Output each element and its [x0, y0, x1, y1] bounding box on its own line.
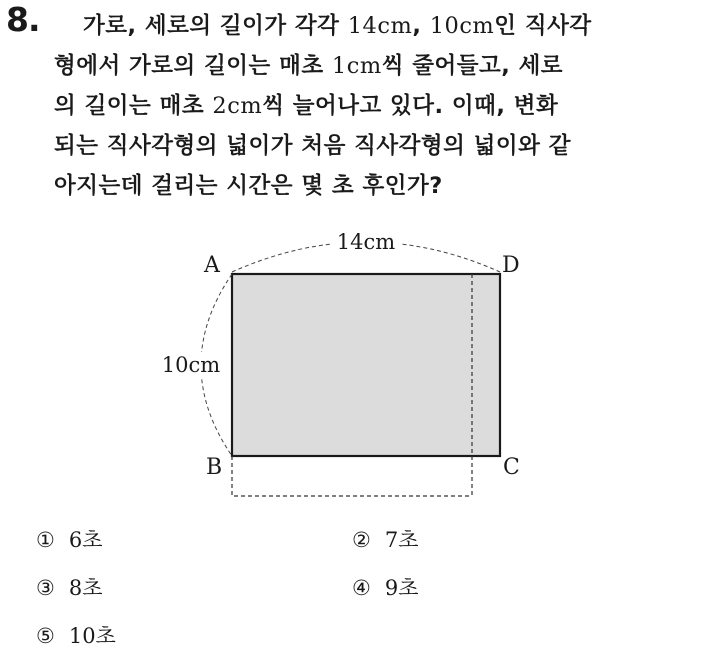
question-text-segment: 되는 직사각형의 넓이가 처음 직사각형의 넓이와 같 — [54, 133, 571, 159]
vertex-d-label: D — [502, 253, 520, 278]
choice-5-text: 10초 — [68, 624, 116, 648]
choice-1[interactable] — [36, 524, 102, 554]
original-rectangle — [232, 274, 500, 456]
question-text-segment: 아지는데 걸리는 시간은 몇 초 후인가? — [54, 173, 443, 199]
question-text-segment: 씩 늘어나고 있다. 이때, 변화 — [262, 93, 559, 119]
choice-2-mark: ② — [352, 528, 371, 552]
choice-5[interactable] — [36, 620, 116, 650]
question-text-segment: 형에서 가로의 길이는 매초 — [54, 53, 332, 79]
choice-3-text: 8초 — [68, 576, 103, 600]
height-label: 10cm — [161, 353, 221, 377]
extended-rectangle-outline — [232, 456, 472, 496]
measure-value: 2cm — [212, 93, 263, 119]
vertex-c-label: C — [503, 455, 520, 480]
vertex-b-label: B — [206, 455, 223, 480]
choice-1-mark: ① — [36, 528, 55, 552]
choice-4-mark: ④ — [352, 576, 371, 600]
question-text-segment: 가로, 세로의 길이가 각각 — [83, 13, 348, 39]
measure-value: 14cm — [347, 13, 413, 39]
choice-3[interactable] — [36, 572, 102, 602]
question-text-segment: 씩 줄어들고, 세로 — [381, 53, 564, 79]
choice-2[interactable] — [352, 524, 418, 554]
width-label: 14cm — [336, 230, 396, 254]
question-text-segment: 의 길이는 매초 — [54, 93, 213, 119]
choice-4-text: 9초 — [384, 576, 419, 600]
question-text-segment: , — [412, 13, 430, 39]
choice-2-text: 7초 — [384, 528, 419, 552]
choice-1-text: 6초 — [68, 528, 103, 552]
question-text-segment: 인 직사각 — [494, 13, 592, 39]
question-number: 8. — [6, 0, 40, 39]
choice-4[interactable] — [352, 572, 418, 602]
measure-value: 10cm — [429, 13, 495, 39]
choice-3-mark: ③ — [36, 576, 55, 600]
vertex-a-label: A — [204, 253, 220, 278]
choice-5-mark: ⑤ — [36, 624, 55, 648]
measure-value: 1cm — [331, 53, 382, 79]
